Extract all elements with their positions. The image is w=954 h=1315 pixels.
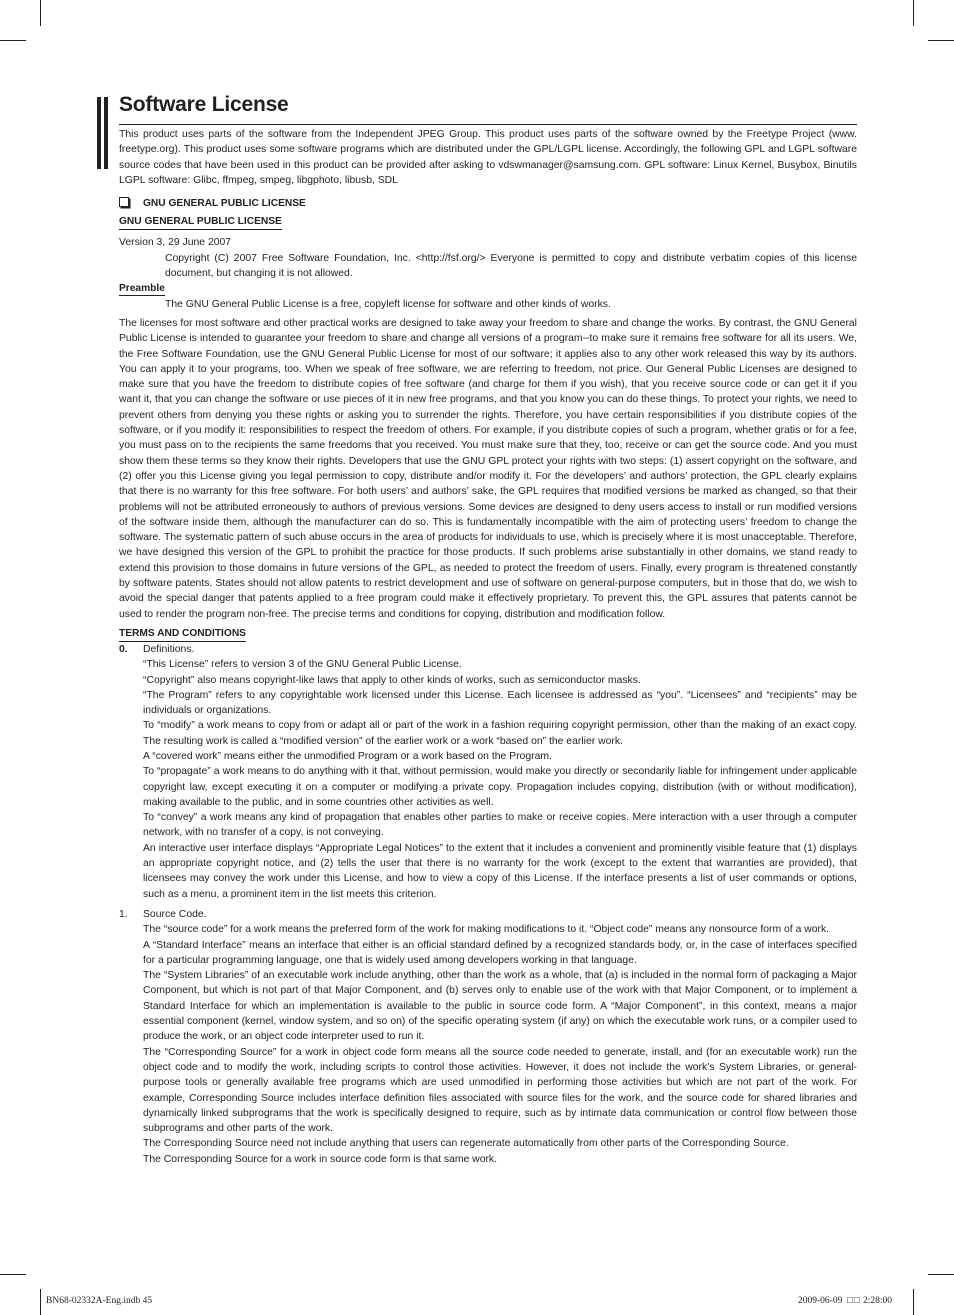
definition-paragraph: A “covered work” means either the unmodified Program or a work based on the Program. [143, 750, 552, 762]
section-title: Definitions. [143, 643, 195, 655]
copyright-notice: Copyright (C) 2007 Free Software Foundation, Inc. <http://fsf.org/> Everyone is permitted to copy and distribute verbatim copies of this license document, but changing it is not allowed. [165, 252, 857, 280]
section-number: 1. [119, 908, 128, 920]
version-line: Version 3, 29 June 2007 [119, 237, 232, 249]
title-accent-bar [104, 97, 108, 169]
section-number: 0. [119, 643, 128, 655]
source-code-paragraph: The “System Libraries” of an executable work include anything, other than the work as a whole, that (a) is included in the normal form of packaging a Major Component, but which is not part of that Major Component, and (b) serves only to enable use of the work with that Major Component, or to implement a Standard Interface for which an implementation is available to the public in source code form. A “Major Component”, in this context, means a major essential component (kernel, window system, and so on) of the specific operating system (if any) on which the executable work runs, or a compiler used to produce the work, or an object code interpreter used to run it. [143, 970, 857, 1043]
crop-mark [0, 40, 26, 41]
crop-mark [928, 1274, 954, 1275]
crop-mark [0, 1274, 26, 1275]
definition-paragraph: “This License” refers to version 3 of the GNU General Public License. [143, 659, 462, 671]
preamble-body: The licenses for most software and other practical works are designed to take away your freedom to share and change the works. By contrast, the GNU General Public License is intended to guarantee your freedom to share and change all versions of a program--to make sure it remains free software for all its users. We, the Free Software Foundation, use the GNU General Public License for most of our software; it applies also to any other work released this way by its authors. You can apply it to your programs, too. When we speak of free software, we are referring to freedom, not price. Our General Public Licenses are designed to make sure that you have the freedom to distribute copies of free software (and charge for them if you wish), that you receive source code or can get it if you want it, that you can change the software or use pieces of it in new free programs, and that you know you can do these things. To protect your rights, we need to prevent others from denying you these rights or asking you to surrender the rights. Therefore, you have certain responsibilities if you distribute copies of the software, or if you modify it: responsibilities to respect the freedom of others. For example, if you distribute copies of such a program, whether gratis or for a fee, you must pass on to the recipients the same freedoms that you received. You must make sure that they, too, receive or can get the source code. And you must show them these terms so they know their rights. Developers that use the GNU GPL protect your rights with two steps: (1) assert copyright on the software, and (2) offer you this License giving you legal permission to copy, distribute and/or modify it. For the developers’ and authors’ protection, the GPL clearly explains that there is no warranty for this free software. For both users’ and authors’ sake, the GPL requires that modified versions be marked as changed, so that their problems will not be attributed erroneously to authors of previous versions. Some devices are designed to deny users access to install or run modified versions of the software inside them, although the manufacturer can do so. This is fundamentally incompatible with the aim of protecting users’ freedom to change the software. The systematic pattern of such abuse occurs in the area of products for individuals to use, which is precisely where it is most unacceptable. Therefore, we have designed this version of the GPL to prohibit the practice for those products. If such problems arise substantially in other domains, we stand ready to extend this provision to those domains in future versions of the GPL, as needed to protect the freedom of users. Finally, every program is threatened constantly by software patents. States should not allow patents to restrict development and use of software on general-purpose computers, but in those that do, we wish to avoid the special danger that patents applied to a free program could make it effectively proprietary. To prevent this, the GPL assures that patents cannot be used to render the program non-free. The precise terms and conditions for copying, distribution and modification follow. [119, 317, 857, 620]
intro-paragraph: This product uses parts of the software from the Independent JPEG Group. This product uses parts of the software owned by the Freetype Project (www. freetype.org). This product uses some software programs which are distributed under the GPL/LGPL license. Accordingly, the following GPL and LGPL software source codes that have been used in this product can be provided after asking to vdswmanager@samsung.com. GPL software: Linux Kernel, Busybox, Binutils LGPL software: Glibc, ffmpeg, smpeg, libgphoto, libusb, SDL [119, 129, 857, 186]
definition-paragraph: “The Program” refers to any copyrightable work licensed under this License. Each licensee is addressed as “you”. “Licensees” and “recipients” may be individuals or organizations. [143, 689, 857, 717]
checkbox-heading-label: GNU GENERAL PUBLIC LICENSE [143, 198, 306, 210]
footer-timestamp [798, 1296, 892, 1306]
page-title: Software License [119, 93, 289, 116]
preamble-first-line: The GNU General Public License is a free, copyleft license for software and other kinds of works. [165, 298, 611, 310]
definition-paragraph: To “modify” a work means to copy from or adapt all or part of the work in a fashion requiring copyright permission, other than the making of an exact copy. The resulting work is called a “modified version” of the earlier work or a work “based on” the earlier work. [143, 720, 857, 747]
title-accent-bar [97, 97, 101, 169]
source-code-paragraph: The Corresponding Source need not include anything that users can regenerate automatically from other parts of the Corresponding Source. [143, 1138, 789, 1150]
footer-file-info: BN68-02332A-Eng.indb 45 [46, 1296, 153, 1306]
preamble-block [119, 281, 857, 296]
checkbox-icon [119, 197, 129, 207]
source-code-paragraph: The Corresponding Source for a work in source code form is that same work. [143, 1153, 498, 1165]
footer-ampm: □□ [847, 1296, 861, 1306]
gnu-heading: GNU GENERAL PUBLIC LICENSE [119, 215, 282, 230]
footer-time: 2:28:00 [862, 1296, 892, 1306]
crop-mark [913, 1289, 914, 1315]
source-code-paragraph: The “Corresponding Source” for a work in object code form means all the source code needed to generate, install, and (for an executable work) run the object code and to modify the work, including scripts to control those activities. However, it does not include the work’s System Libraries, or general-purpose tools or generally available free programs which are used unmodified in performing those activities but which are not part of the work. For example, Corresponding Source includes interface definition files associated with source files for the work, and the source code for shared libraries and dynamically linked subprograms that the work is specifically designed to require, such as by intimate data communication or control flow between those subprograms and other parts of the work. [143, 1046, 857, 1135]
source-code-paragraph: The “source code” for a work means the preferred form of the work for making modifications to it. “Object code” means any nonsource form of a work. [143, 924, 830, 936]
title-rule [119, 124, 857, 125]
crop-mark [40, 1289, 41, 1315]
preamble-heading: Preamble [119, 283, 165, 295]
crop-mark [913, 0, 914, 26]
checkbox-heading [119, 196, 857, 211]
definition-paragraph: An interactive user interface displays “Appropriate Legal Notices” to the extent that it includes a convenient and prominently visible feature that (1) displays an appropriate copyright notice, and (2) tells the user that there is no warranty for the work (except to the extent that warranties are provided), that licensees may convey the work under this License, and how to view a copy of this License. If the interface presents a list of user commands or options, such as a menu, a prominent item in the list meets this criterion. [143, 842, 857, 900]
section-definitions [119, 642, 857, 902]
section-title: Source Code. [143, 908, 207, 920]
definition-paragraph: To “convey” a work means any kind of propagation that enables other parties to make or receive copies. Mere interaction with a user through a computer network, with no transfer of a copy, is not conveying. [143, 812, 857, 839]
definition-paragraph: To “propagate” a work means to do anything with it that, without permission, would make you directly or secondarily liable for infringement under applicable copyright law, except executing it on a computer or modifying a private copy. Propagation includes copying, distribution (with or without modification), making available to the public, and in some countries other activities as well. [143, 766, 857, 808]
footer-date: 2009-06-09 [798, 1296, 843, 1306]
definition-paragraph: “Copyright” also means copyright-like laws that apply to other kinds of works, such as semiconductor masks. [143, 674, 641, 686]
source-code-paragraph: A “Standard Interface” means an interface that either is an official standard defined by a recognized standards body, or, in the case of interfaces specified for a particular programming language, one that is widely used among developers working in that language. [143, 939, 857, 966]
crop-mark [928, 40, 954, 41]
section-source-code [119, 907, 857, 1167]
crop-mark [40, 0, 41, 26]
terms-heading: TERMS AND CONDITIONS [119, 627, 246, 642]
license-content [119, 127, 857, 1167]
